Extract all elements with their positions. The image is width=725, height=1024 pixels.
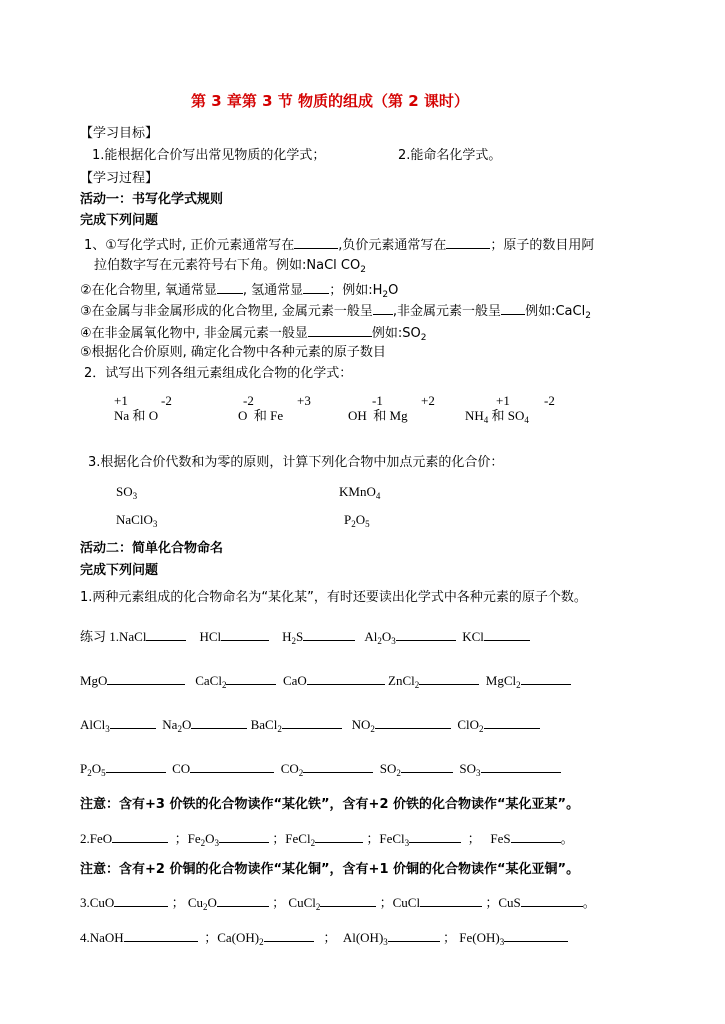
objectives-heading: 【学习目标】: [80, 126, 159, 141]
compound: $SO_3$: [116, 484, 138, 501]
q1-item4: ④在非金属氧化物中, 非金属元素一般显 例如$:SO_2$: [80, 326, 427, 343]
answer-blank[interactable]: [303, 760, 373, 773]
element-pair: Na 和 O: [114, 408, 159, 423]
answer-blank[interactable]: [124, 929, 198, 942]
answer-blank[interactable]: [484, 628, 530, 641]
compound: KMnO$_4$: [339, 484, 381, 501]
practice-row: MgO CaCl$_2$ CaO ZnCl$_2$ MgCl$_2$: [80, 672, 571, 689]
q1-item5: ⑤根据化合价原则, 确定化合物中各种元素的原子数目: [80, 345, 386, 360]
answer-blank[interactable]: [420, 894, 482, 907]
valence: -2: [544, 393, 555, 408]
valence: +2: [421, 393, 435, 408]
element-pair: OH 和 Mg: [348, 408, 408, 423]
activity2-sub: 完成下列问题: [80, 563, 159, 578]
q1-item2: ②在化合物里, 氧通常显 , 氢通常显 ；例如$:H_2O$: [80, 283, 399, 300]
answer-blank[interactable]: [521, 894, 583, 907]
answer-blank[interactable]: [114, 894, 168, 907]
naming-rule: 1.两种元素组成的化合物命名为“某化某”，有时还要读出化学式中各种元素的原子个数。: [80, 590, 587, 605]
answer-blank[interactable]: [446, 236, 490, 249]
practice-row: $P_2O_5$ CO $CO_2$ $SO_2$ $SO_3$: [80, 760, 561, 777]
activity1-heading: 活动一：书写化学式规则: [80, 192, 224, 207]
answer-blank[interactable]: [481, 760, 561, 773]
q1-item3: ③在金属与非金属形成的化合物里, 金属元素一般呈 ,非金属元素一般呈 例如:CaCl$_2$: [80, 304, 591, 321]
compound: $P_2O_5$: [344, 512, 370, 529]
practice-row: 3.CuO ； $Cu_2O$ ； CuCl$_2$ ；CuCl ；CuS 。: [80, 895, 596, 912]
answer-blank[interactable]: [504, 929, 568, 942]
answer-blank[interactable]: [303, 281, 329, 294]
valence: -2: [243, 393, 254, 408]
answer-blank[interactable]: [320, 894, 376, 907]
answer-blank[interactable]: [419, 672, 479, 685]
answer-blank[interactable]: [226, 672, 276, 685]
q1-line1: 1、①写化学式时, 正价元素通常写在 ,负价元素通常写在 ；原子的数目用阿: [84, 238, 595, 253]
activity2-heading: 活动二：简单化合物命名: [80, 541, 224, 556]
valence: -1: [372, 393, 383, 408]
objective-1: 1.能根据化合价写出常见物质的化学式；: [92, 148, 326, 163]
process-heading: 【学习过程】: [80, 171, 159, 186]
answer-blank[interactable]: [409, 830, 461, 843]
q2-prompt: 2．试写出下列各组元素组成化合物的化学式：: [84, 366, 353, 381]
answer-blank[interactable]: [388, 929, 440, 942]
valence: +1: [496, 393, 510, 408]
valence: -2: [161, 393, 172, 408]
answer-blank[interactable]: [484, 716, 540, 729]
answer-blank[interactable]: [146, 628, 186, 641]
answer-blank[interactable]: [375, 716, 451, 729]
activity1-sub: 完成下列问题: [80, 213, 159, 228]
page-title: 第 3 章第 3 节 物质的组成（第 2 课时）: [191, 92, 469, 110]
answer-blank[interactable]: [190, 760, 274, 773]
answer-blank[interactable]: [294, 236, 338, 249]
answer-blank[interactable]: [396, 628, 456, 641]
answer-blank[interactable]: [373, 302, 393, 315]
answer-blank[interactable]: [501, 302, 525, 315]
answer-blank[interactable]: [303, 628, 355, 641]
element-pair: O 和 Fe: [238, 408, 284, 423]
answer-blank[interactable]: [315, 830, 363, 843]
note-copper: 注意：含有+2 价铜的化合物读作“某化铜”，含有+1 价铜的化合物读作“某化亚铜”。: [80, 862, 580, 877]
practice-row: 练习 1.NaCl HCl $H_2S$ $Al_2O_3$ KCl: [80, 628, 530, 645]
note-iron: 注意：含有+3 价铁的化合物读作“某化铁”，含有+2 价铁的化合物读作“某化亚某”。: [80, 797, 580, 812]
element-pair: $NH_4$ 和 $SO_4$: [465, 408, 529, 425]
q1-line2: 拉伯数字写在元素符号右下角。例如:NaCl $CO_2$: [94, 258, 366, 275]
answer-blank[interactable]: [264, 929, 314, 942]
answer-blank[interactable]: [112, 830, 168, 843]
answer-blank[interactable]: [191, 716, 247, 729]
practice-row: 4.NaOH ；$Ca(OH)_2$ ； $Al(OH)_3$ ； $Fe(OH)_3$: [80, 929, 568, 946]
answer-blank[interactable]: [217, 281, 243, 294]
answer-blank[interactable]: [221, 628, 269, 641]
answer-blank[interactable]: [307, 672, 385, 685]
objective-2: 2.能命名化学式。: [398, 148, 502, 163]
practice-row: AlCl$_3$ $Na_2O$ BaCl$_2$ $NO_2$ ClO$_2$: [80, 716, 540, 733]
answer-blank[interactable]: [401, 760, 453, 773]
practice-row: 2.FeO ；$Fe_2O_3$ ；FeCl$_2$ ；FeCl$_3$ ； FeS 。: [80, 831, 574, 848]
answer-blank[interactable]: [219, 830, 269, 843]
answer-blank[interactable]: [308, 324, 372, 337]
valence: +1: [114, 393, 128, 408]
answer-blank[interactable]: [217, 894, 269, 907]
valence: +3: [297, 393, 311, 408]
answer-blank[interactable]: [106, 760, 166, 773]
q3-prompt: 3.根据化合价代数和为零的原则，计算下列化合物中加点元素的化合价：: [88, 455, 504, 470]
answer-blank[interactable]: [511, 830, 561, 843]
answer-blank[interactable]: [110, 716, 156, 729]
answer-blank[interactable]: [521, 672, 571, 685]
answer-blank[interactable]: [107, 672, 185, 685]
answer-blank[interactable]: [282, 716, 342, 729]
compound: NaClO$_3$: [116, 512, 158, 529]
